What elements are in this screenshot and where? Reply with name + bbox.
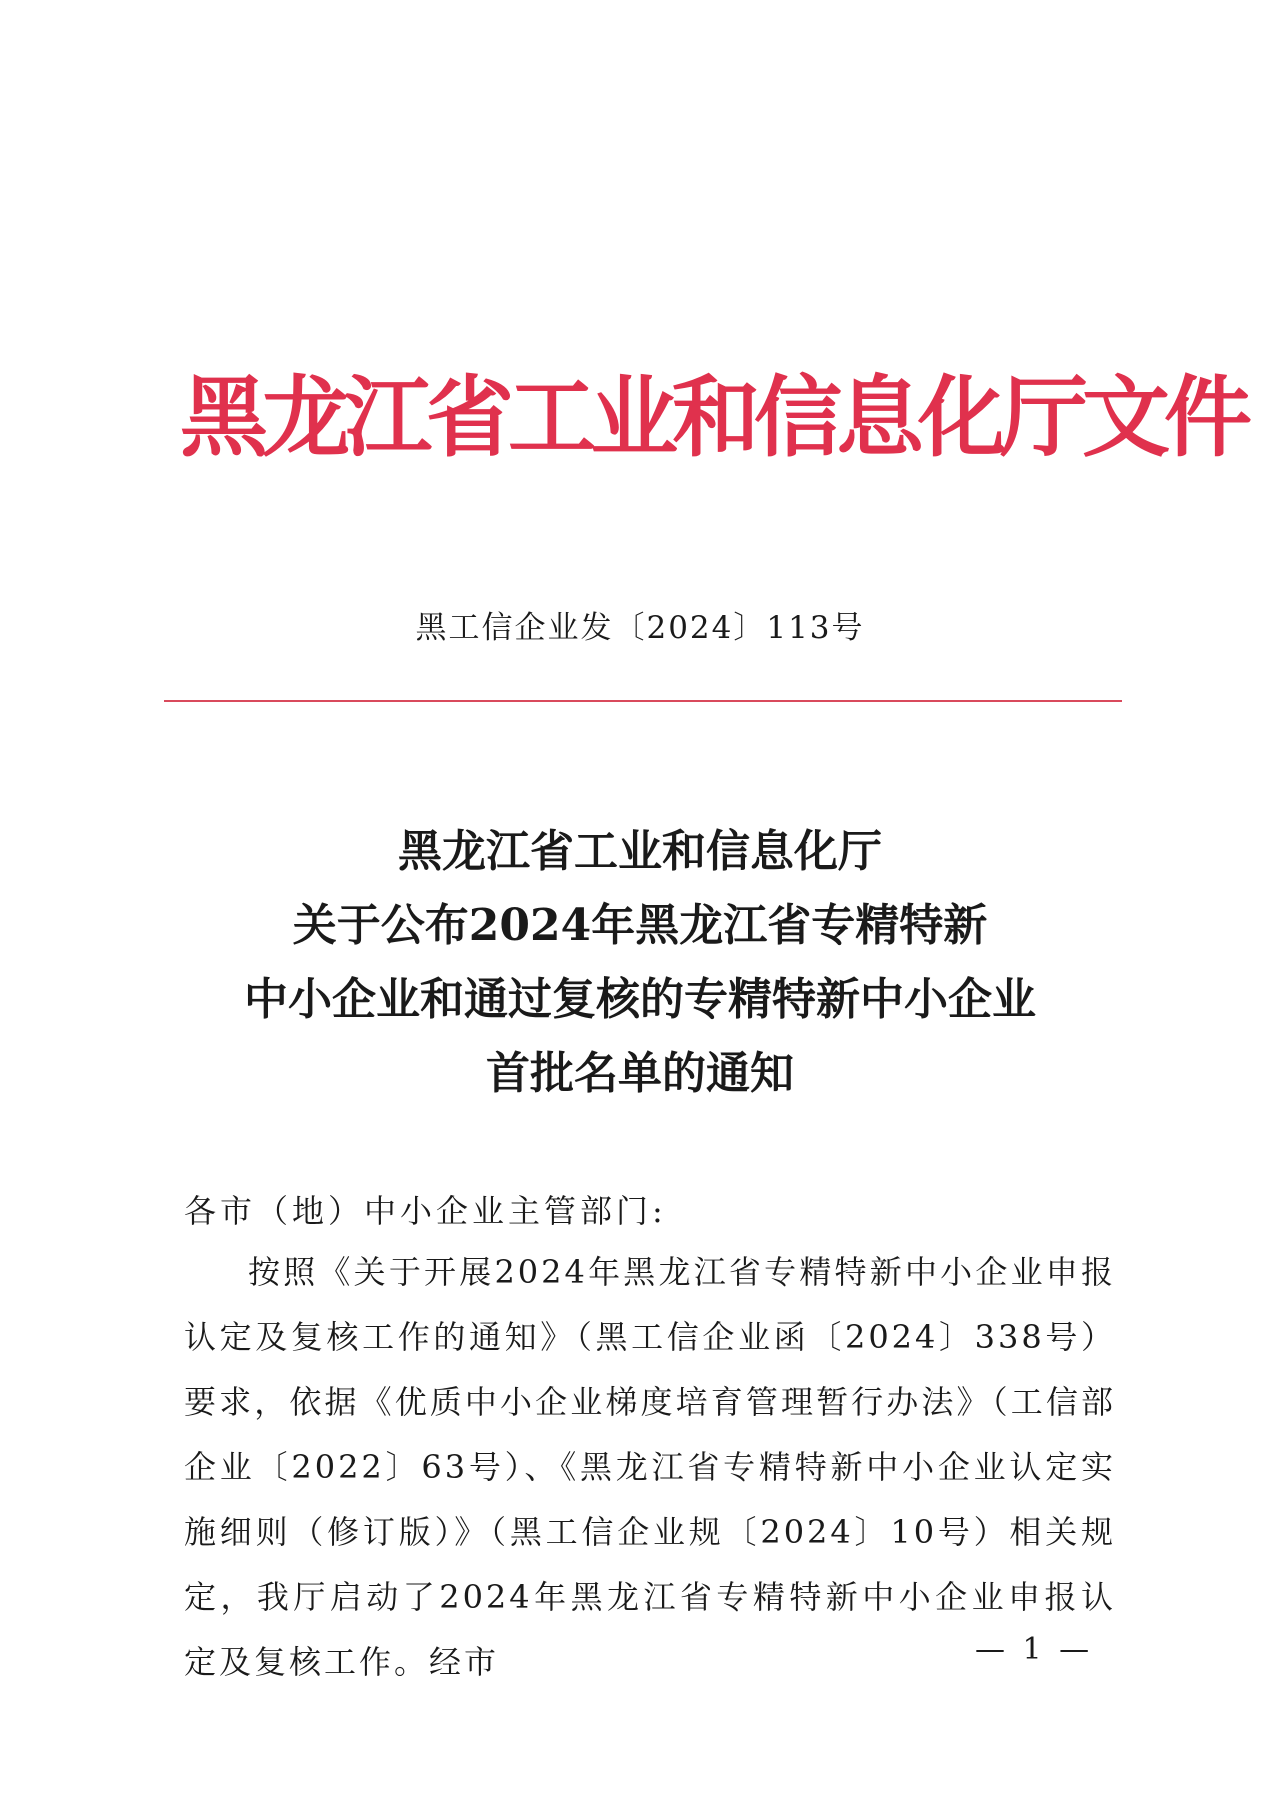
body-paragraph: 按照《关于开展2024年黑龙江省专精特新中小企业申报认定及复核工作的通知》（黑工信企业函〔2024〕338号）要求，依据《优质中小企业梯度培育管理暂行办法》（工信部企业〔2022〕63号）、《黑龙江省专精特新中小企业认定实施细则（修订版）》（黑工信企业规〔2024〕10号）相关规定，我厅启动了2024年黑龙江省专精特新中小企业申报认定及复核工作。经市: [184, 1253, 1116, 1681]
notice-title: [140, 815, 1140, 1111]
notice-title-line: 黑龙江省工业和信息化厅: [398, 826, 882, 877]
document-number: 黑工信企业发〔2024〕113号: [415, 610, 865, 646]
notice-title-line: 中小企业和通过复核的专精特新中小企业: [244, 974, 1036, 1025]
page-number: — 1 —: [975, 1632, 1094, 1667]
red-divider-line: [164, 700, 1122, 702]
document-header-title: 黑龙江省工业和信息化厅文件: [180, 366, 1247, 469]
notice-title-line: 关于公布2024年黑龙江省专精特新: [292, 900, 988, 951]
notice-title-line: 首批名单的通知: [486, 1048, 794, 1099]
salutation: 各市（地）中小企业主管部门:: [184, 1192, 667, 1230]
